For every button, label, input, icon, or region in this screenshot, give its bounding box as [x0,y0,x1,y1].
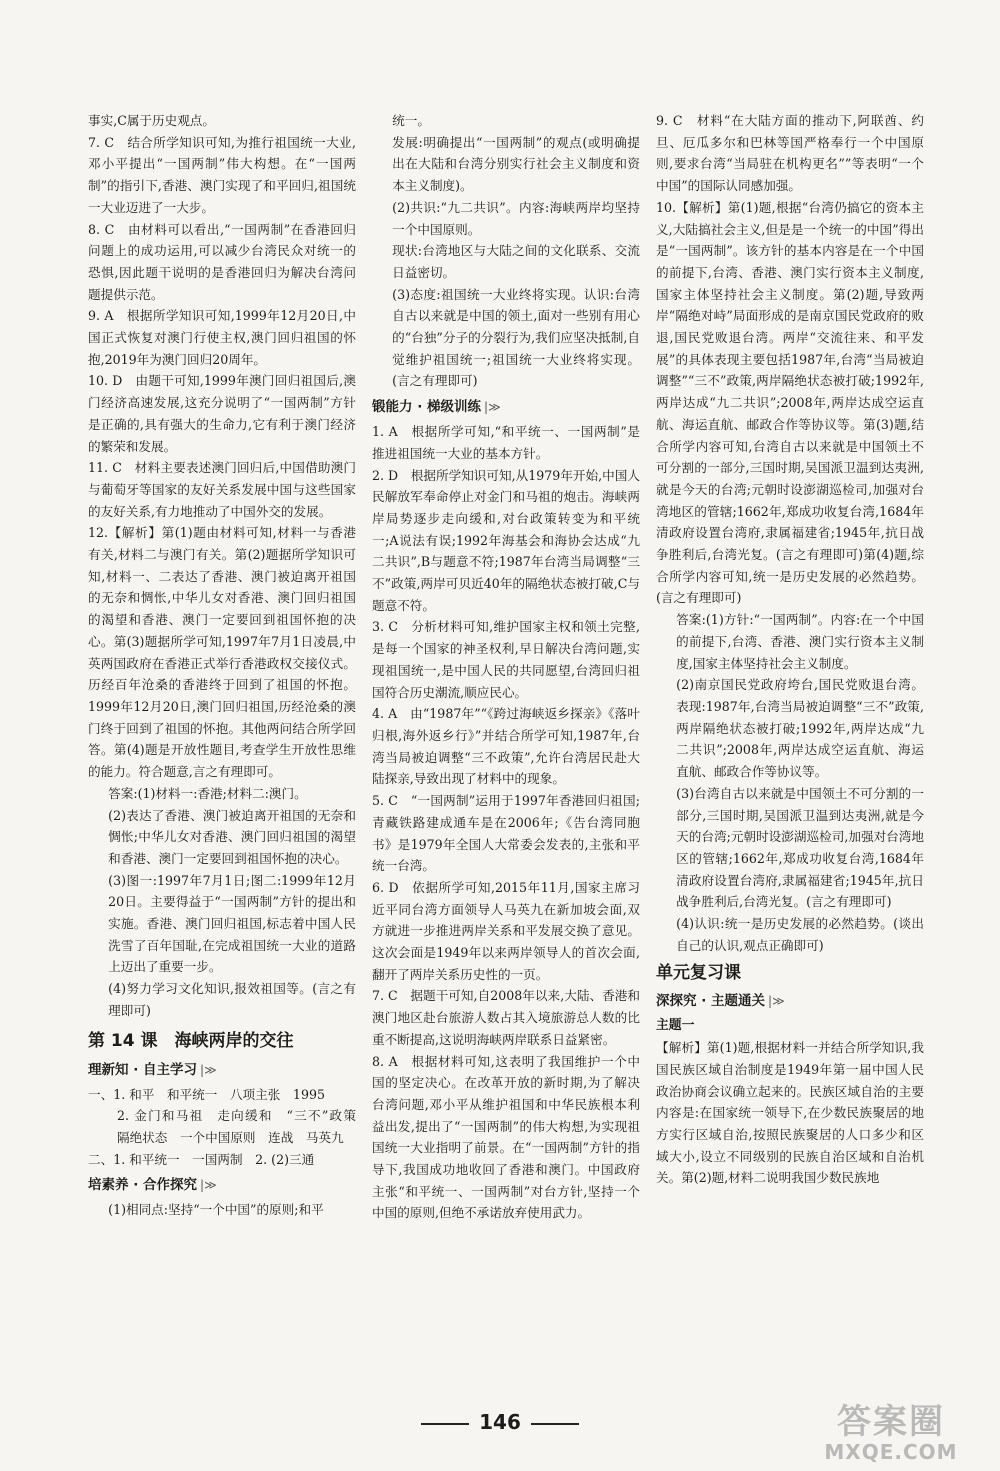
column-right [656,110,924,1189]
answer-item: 8. C 由材料可以看出,“一国两制”在香港回归问题上的成功运用,可以减少台湾民众对统一的恐惧,因此题干说明的是香港回归为解决台湾问题提供示范。 [88,221,356,302]
answer-item: 10. D 由题干可知,1999年澳门回归祖国后,澳门经济高速发展,这充分说明了“一国两制”方针是正确的,具有强大的生命力,它有利于澳门经济的繁荣和发展。 [88,373,356,454]
fill-answer: 一、1. 和平 和平统一 八项主张 1995 [88,1086,325,1102]
fill-answer: 二、1. 和平统一 一国两制 2. (2)三通 [88,1151,315,1167]
answer-text: (3)台湾自古以来就是中国领土不可分割的一部分,三国时期,吴国派卫温到达夷洲,就是今天的台湾;元朝时设澎湖巡检司,加强对台湾地区的管辖;1662年,郑成功收复台湾,1684年清政府设置台湾府,隶属福建省;1945年,抗日战争胜利后,台湾光复。(言之有理即可) [676,785,924,910]
answer-text: (2)共识:“九二共识”。内容:海峡两岸均坚持一个中国原则。 [392,199,640,237]
section-heading [88,1058,356,1082]
section-heading [656,989,924,1013]
column-middle [372,110,640,1224]
section-arrow-icon: |≫ [200,1178,217,1193]
answer-text: 答案:(1)方针:“一国两制”。内容:在一个中国的前提下,台湾、香港、澳门实行资本主义制度,国家主体坚持社会主义制度。 [676,612,924,671]
answer-item: 8. A 根据材料可知,这表明了我国维护一个中国的坚定决心。在改革开放的新时期,为了解决台湾问题,邓小平从维护祖国和中华民族根本利益出发,提出了“一国两制”的伟大构想,为实现祖国统一大业指明了前景。在“一国两制”方针的指导下,我国成功地收回了香港和澳门。中国政府主张“和平统一、一国两制”对台方针,坚持一个中国的原则,但绝不承诺放弃使用武力。 [372,1053,640,1221]
theme-label: 主题一 [656,1018,695,1034]
answer-item: 11. C 材料主要表述澳门回归后,中国借助澳门与葡萄牙等国家的友好关系发展中国与这些国家的友好关系,有力地推动了中国外交的发展。 [88,460,356,519]
answer-item: 4. A 由“1987年”“《跨过海峡返乡探亲》《落叶归根,海外返乡行》”并结合所学可知,1987年,台湾当局被迫调整“三不政策”,允许台湾居民赴大陆探亲,导致出现了材料中的现象。 [372,706,640,787]
paragraph: 事实,C属于历史观点。 [88,113,215,128]
page-number-dash [531,1423,579,1425]
answer-item: 2. D 根据所学知识可知,从1979年开始,中国人民解放军奉命停止对金门和马祖的炮击。海峡两岸局势逐步走向缓和,对台政策转变为和平统一;A说法有误;1992年海基会和海协会达成“九二共识”,B与题意不符;1987年台湾当局调整“三不”政策,两岸可贝近40年的隔绝状态被打破,C与题意不符。 [372,467,640,613]
answer-item: 3. C 分析材料可知,维护国家主权和领土完整,是每一个国家的神圣权利,早日解决台湾问题,实现祖国统一,是中国人民的共同愿望,台湾回归祖国符合历史潮流,顺应民心。 [372,619,640,700]
answer-text: (3)态度:祖国统一大业终将实现。认识:台湾自古以来就是中国的领土,面对一些别有用心的“台独”分子的分裂行为,我们应坚决抵制,自觉维护祖国统一;祖国统一大业终将实现。(言之有理即可) [392,286,640,389]
answer-text: (1)相同点:坚持“一个中国”的原则;和平 [108,1202,324,1218]
page-number-dash [421,1423,469,1425]
answer-text: 现状:台湾地区与大陆之间的文化联系、交流日益密切。 [392,243,640,280]
answer-item: 9. A 根据所学知识可知,1999年12月20日,中国正式恢复对澳门行使主权,澳门回归祖国的怀抱,2019年为澳门回归20周年。 [88,308,356,367]
section-heading-text: 理新知 · 自主学习 [88,1061,198,1078]
answer-text: 答案:(1)材料一:香港;材料二:澳门。 [108,785,307,801]
answer-item: 10.【解析】第(1)题,根据“台湾仍搞它的资本主义,大陆搞社会主义,但是是一个统一的中国”得出是“一国两制”。该方针的基本内容是在一个中国的前提下,台湾、香港、澳门实行资本主义制度,国家主体坚持社会主义制度。第(2)题,导致两岸“隔绝对峙”局面形成的是南京国民党政府的败退,国民党败退台湾。两岸“交流往来、和平发展”的具体表现主要包括1987年,台湾“当局被迫调整”“三不”政策,两岸隔绝状态被打破;1992年,两岸达成“九二共识”;2008年,两岸达成空运直航、海运直航、邮政合作等协议等。第(3)题,结合所学内容可知,台湾自古以来就是中国领土不可分割的一部分,三国时期,吴国派卫温到达夷洲,就是今天的台湾;元朝时设澎湖巡检司,加强对台湾地区的管辖;1662年,郑成功收复台湾,1684年清政府设置台湾府,隶属福建省;1945年,抗日战争胜利后,台湾光复。(言之有理即可)第(4)题,综合所学内容可知,统一是历史发展的必然趋势。(言之有理即可) [656,199,924,606]
section-arrow-icon: |≫ [484,400,501,415]
answer-item: 【解析】第(1)题,根据材料一并结合所学知识,我国民族区域自治制度是1949年第一届中国人民政治协商会议确立起来的。民族区域自治的主要内容是:在国家统一领导下,在少数民族聚居的地方实行区域自治,按照民族聚居的人口多少和区域大小,设立不同级别的民族自治区域和自治机关。第(2)题,材料二说明我国少数民族地 [656,1040,924,1186]
section-heading-text: 深探究 · 主题通关 [656,993,766,1010]
answer-text: (2)表达了香港、澳门被迫离开祖国的无奈和惆怅;中华儿女对香港、澳门回归祖国的渴望和香港、澳门一定要回到祖国怀抱的决心。 [108,807,356,866]
column-left [88,110,369,1221]
answer-text: (4)努力学习文化知识,报效祖国等。(言之有理即可) [108,981,356,1018]
answer-item: 6. D 依据所学可知,2015年11月,国家主席习近平同台湾方面领导人马英九在新加坡会面,双方就进一步推进两岸关系和平发展交换了意见。这次会面是1949年以来两岸领导人的首次会面,翻开了两岸关系历史性的一页。 [372,879,640,982]
watermark-line2: MXQE.COM [824,1440,958,1464]
section-arrow-icon: |≫ [200,1062,217,1077]
lesson-title: 第 14 课 海峡两岸的交往 [88,1030,294,1051]
page-number-text: 146 [479,1410,521,1434]
answer-item: 5. C “一国两制”运用于1997年香港回归祖国;青藏铁路建成通车是在2006年;《告台湾同胞书》是1979年全国人大常委会发表的,主张和平统一台湾。 [372,793,640,874]
section-heading [88,1173,356,1197]
answer-text: 统一。 [392,113,430,128]
answer-item: 7. C 结合所学知识可知,为推行祖国统一大业,邓小平提出“一国两制”伟大构想。在“一国两制”的指引下,香港、澳门实现了和平回归,祖国统一大业迈进了一大步。 [88,134,356,215]
answer-text: (2)南京国民党政府垮台,国民党败退台湾。表现:1987年,台湾当局被迫调整“三不”政策,两岸隔绝状态被打破;1992年,两岸达成“九二共识”;2008年,两岸达成空运直航、海运直航、邮政合作等协议等。 [676,677,924,780]
watermark-line1: 答案圈 [837,1402,945,1442]
section-heading [372,395,640,419]
answer-text: (3)图一:1997年7月1日;图二:1999年12月20日。主要得益于“一国两制”方针的提出和实施。香港、澳门回归祖国,标志着中国人民洗雪了百年国耻,在完成祖国统一大业的道路上迈出了重要一步。 [108,872,356,975]
watermark-logo [806,1402,976,1462]
answer-item: 9. C 材料“在大陆方面的推动下,阿联酋、约旦、厄瓜多尔和巴林等国严格奉行一个中国原则,要求台湾“当局驻在机构更名””等表明“一个中国”的国际认同感加强。 [656,113,924,194]
answer-text: (4)认识:统一是历史发展的必然趋势。(谈出自己的认识,观点正确即可) [676,916,924,953]
answer-text: 发展:明确提出“一国两制”的观点(或明确提出在大陆和台湾分别实行社会主义制度和资本主义制度)。 [392,134,640,194]
section-heading-text: 锻能力 · 梯级训练 [372,399,482,416]
answer-item: 7. C 据题干可知,自2008年以来,大陆、香港和澳门地区赴台旅游人数占其入境旅游总人数的比重不断提高,这说明海峡两岸联系日益紧密。 [372,988,640,1047]
fill-answer: 2. 金门和马祖 走向缓和 “三不”政策 隔绝状态 一个中国原则 连战 马英九 [116,1108,369,1145]
section-arrow-icon: |≫ [768,994,785,1009]
unit-title: 单元复习课 [656,963,741,984]
section-heading-text: 培素养 · 合作探究 [88,1177,198,1194]
answer-item: 12.【解析】第(1)题由材料可知,材料一与香港有关,材料二与澳门有关。第(2)题据所学知识可知,材料一、二表达了香港、澳门被迫离开祖国的无奈和惆怅,中华儿女对香港、澳门回归祖国的渴望和香港、澳门一定要回到祖国怀抱的决心。第(3)题据所学可知,1997年7月1日凌晨,中英两国政府在香港正式举行香港政权交接仪式。历经百年沧桑的香港终于回到了祖国的怀抱。1999年12月20日,澳门回归祖国,历经沧桑的澳门终于回到了祖国的怀抱。其他两问结合所学回答。第(4)题是开放性题目,考查学生开放性思维的能力。符合题意,言之有理即可。 [88,525,356,780]
answer-item: 1. A 根据所学可知,“和平统一、一国两制”是推进祖国统一大业的基本方针。 [372,424,640,461]
